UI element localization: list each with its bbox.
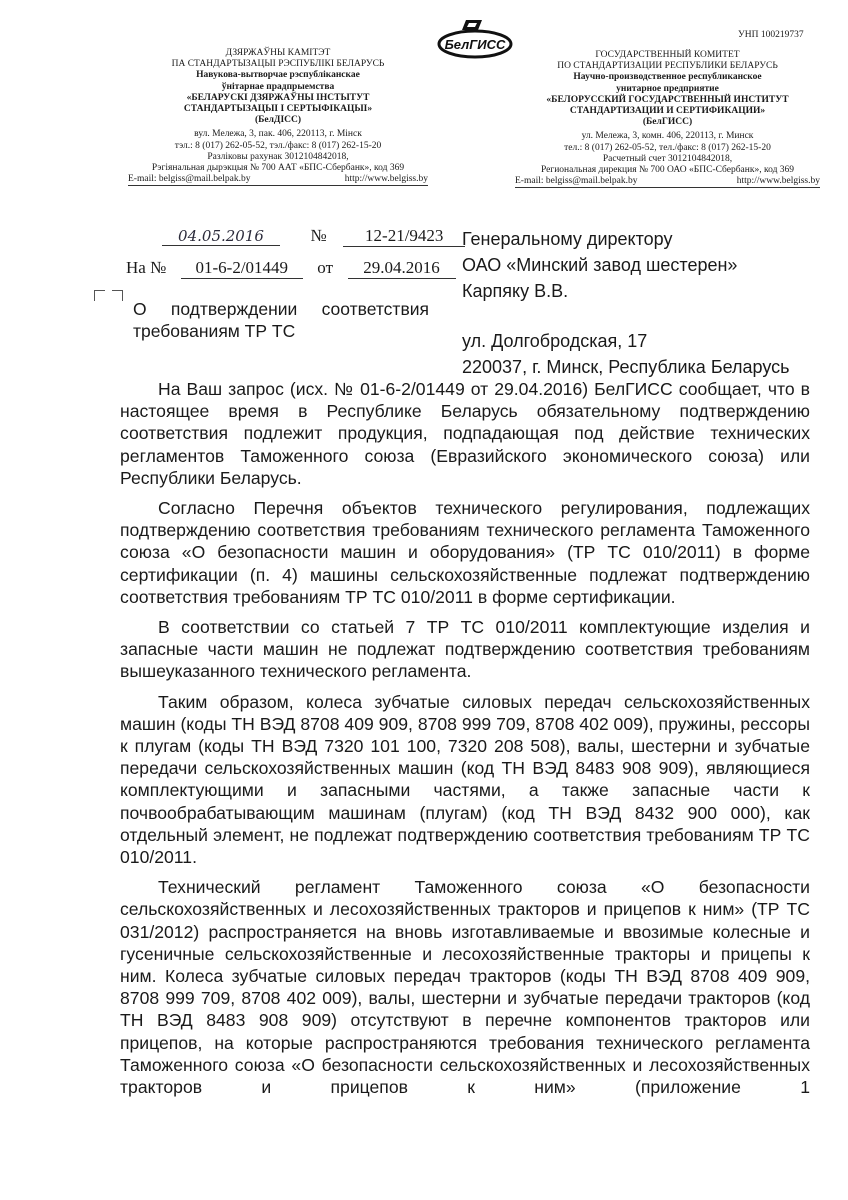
website-text: http://www.belgiss.by (736, 176, 820, 187)
org-name-line: «БЕЛОРУССКИЙ ГОСУДАРСТВЕННЫЙ ИНСТИТУТ (546, 94, 789, 105)
account-line: Расчетный счет 3012104842018, (602, 153, 733, 164)
addressee-block (462, 226, 822, 380)
reply-number: 01-6-2/01449 (181, 258, 303, 279)
body-paragraph: В соответствии со статьей 7 ТР ТС 010/2011 комплектующие изделия и запасные части машин не подлежат подтверждению соответствия требованиям вышеуказанного технического регламента. (120, 617, 810, 682)
address-line: ул. Мележа, 3, комн. 406, 220113, г. Минск (581, 131, 754, 142)
addressee-position: Генеральному директору (462, 229, 673, 249)
from-label: от (317, 258, 334, 277)
contacts-line (515, 176, 820, 188)
reply-label: На № (126, 258, 167, 277)
org-line: унитарное предприятие (616, 83, 719, 94)
phone-line: тел.: 8 (017) 262-05-52, тел./факс: 8 (017) 262-15-20 (564, 142, 771, 153)
number-sign: № (310, 226, 327, 245)
body-paragraph: Согласно Перечня объектов технического регулирования, подлежащих подтверждению соответствия требованиям технического регламента Таможенного союза «О безопасности машин и оборудования» (ТР ТС 010/2011) в форме сертификации (п. 4) машины сельскохозяйственные подлежат подтверждению соответствия требованиям ТР ТС 010/2011 в форме сертификации. (120, 498, 810, 607)
subject-line: требованиям ТР ТС (133, 321, 296, 341)
org-line: ПА СТАНДАРТЫЗАЦЫІ РЭСПУБЛІКІ БЕЛАРУСЬ (171, 59, 385, 70)
org-name-line: СТАНДАРТЫЗАЦЫІ І СЕРТЫФІКАЦЫІ» (183, 104, 373, 115)
website-text: http://www.belgiss.by (344, 174, 428, 185)
body-paragraph: Таким образом, колеса зубчатые силовых передач сельскохозяйственных машин (коды ТН ВЭД 8708 409 909, 8708 999 709, 8708 402 009), пружины, рессоры к плугам (коды ТН ВЭД 7320 101 100, 7320 208 508), валы, шестерни и зубчатые передачи сельскохозяйственных машин (код ТН ВЭД 8483 908 909), являющиеся комплектующими и запасными частями, а также запасные части к почвообрабатывающим машинам (плугам) (код ТН ВЭД 8432 900 000), как отдельный элемент, не подлежат подтверждению соответствия требованиям ТР ТС 010/2011. (120, 691, 810, 868)
addressee-street: ул. Долгобродская, 17 (462, 331, 648, 351)
bank-line: Рэгіянальная дырэкцыя № 700 ААТ «БПС-Сбербанк», код 369 (151, 163, 405, 174)
belgiss-logo (436, 18, 514, 62)
addressee-name: Карпяку В.В. (462, 281, 569, 301)
corner-mark-right (112, 290, 123, 301)
letter-body (120, 378, 810, 1106)
contacts-line (128, 174, 428, 186)
body-paragraph: Технический регламент Таможенного союза «О безопасности сельскохозяйственных и лесохозяйственных тракторов и прицепов к ним» (ТР ТС 031/2012) распространяется на вновь изготавливаемые и ввозимые колесные и гусеничные сельскохозяйственные и лесохозяйственные тракторы и прицепы к ним. Колеса зубчатые силовых передач тракторов (коды ТН ВЭД 8708 409 909, 8708 999 709, 8708 402 009), валы, шестерни и зубчатые передачи тракторов (код ТН ВЭД 8483 908 909) отсутствуют в перечне компонентов тракторов или прицепов, на которые распространяются требования технического регламента Таможенного союза «О безопасности сельскохозяйственных и лесохозяйственных тракторов и прицепов к ним» (приложение 1 (120, 877, 810, 1098)
addressee-company: ОАО «Минский завод шестерен» (462, 255, 738, 275)
org-name-line: «БЕЛАРУСКІ ДЗЯРЖАЎНЫ ІНСТЫТУТ (186, 92, 370, 103)
corner-mark-left (94, 290, 105, 301)
reply-date: 29.04.2016 (348, 258, 456, 279)
outgoing-registration (162, 226, 465, 247)
unp-number: УНП 100219737 (738, 30, 804, 40)
outgoing-number: 12-21/9423 (343, 226, 465, 247)
logo-text: БелГИСС (444, 37, 506, 52)
outgoing-date: 04.05.2016 (162, 227, 280, 246)
belgiss-logo-icon (436, 18, 514, 62)
org-name-line: СТАНДАРТИЗАЦИИ И СЕРТИФИКАЦИИ» (569, 106, 766, 117)
org-line: Научно-производственное республиканское (573, 72, 762, 83)
address-line: вул. Мележа, 3, пак. 406, 220113, г. Мінск (194, 129, 362, 140)
email-text: E-mail: belgiss@mail.belpak.by (515, 176, 638, 187)
org-line: ДЗЯРЖАЎНЫ КАМІТЭТ (225, 48, 331, 58)
org-line: ўнітарнае прадпрыемства (221, 81, 335, 92)
org-line: ПО СТАНДАРТИЗАЦИИ РЕСПУБЛИКИ БЕЛАРУСЬ (557, 61, 778, 72)
subject-block (133, 298, 429, 342)
reply-registration (126, 258, 456, 279)
phone-line: тэл.: 8 (017) 262-05-52, тэл./факс: 8 (017) 262-15-20 (174, 140, 382, 151)
header-left (128, 48, 428, 186)
subject-line: О подтверждении соответствия (133, 299, 429, 319)
addressee-city: 220037, г. Минск, Республика Беларусь (462, 357, 790, 377)
org-line: Навукова-вытворчае рэспубліканскае (196, 70, 360, 81)
header-right (515, 50, 820, 188)
org-abbrev: (БелГИСС) (642, 117, 693, 128)
bank-line: Региональная дирекция № 700 ОАО «БПС-Сбербанк», код 369 (540, 165, 795, 176)
email-text: E-mail: belgiss@mail.belpak.by (128, 174, 251, 185)
org-line: ГОСУДАРСТВЕННЫЙ КОМИТЕТ (595, 50, 740, 60)
account-line: Разліковы рахунак 3012104842018, (207, 151, 349, 162)
body-paragraph: На Ваш запрос (исх. № 01-6-2/01449 от 29.04.2016) БелГИСС сообщает, что в настоящее время в Республике Беларусь обязательному подтверждению соответствия подлежит продукция, подпадающая под действие технических регламентов Таможенного союза (Евразийского экономического союза) или Республики Беларусь. (120, 379, 810, 488)
org-abbrev: (БелДІСС) (254, 115, 302, 126)
